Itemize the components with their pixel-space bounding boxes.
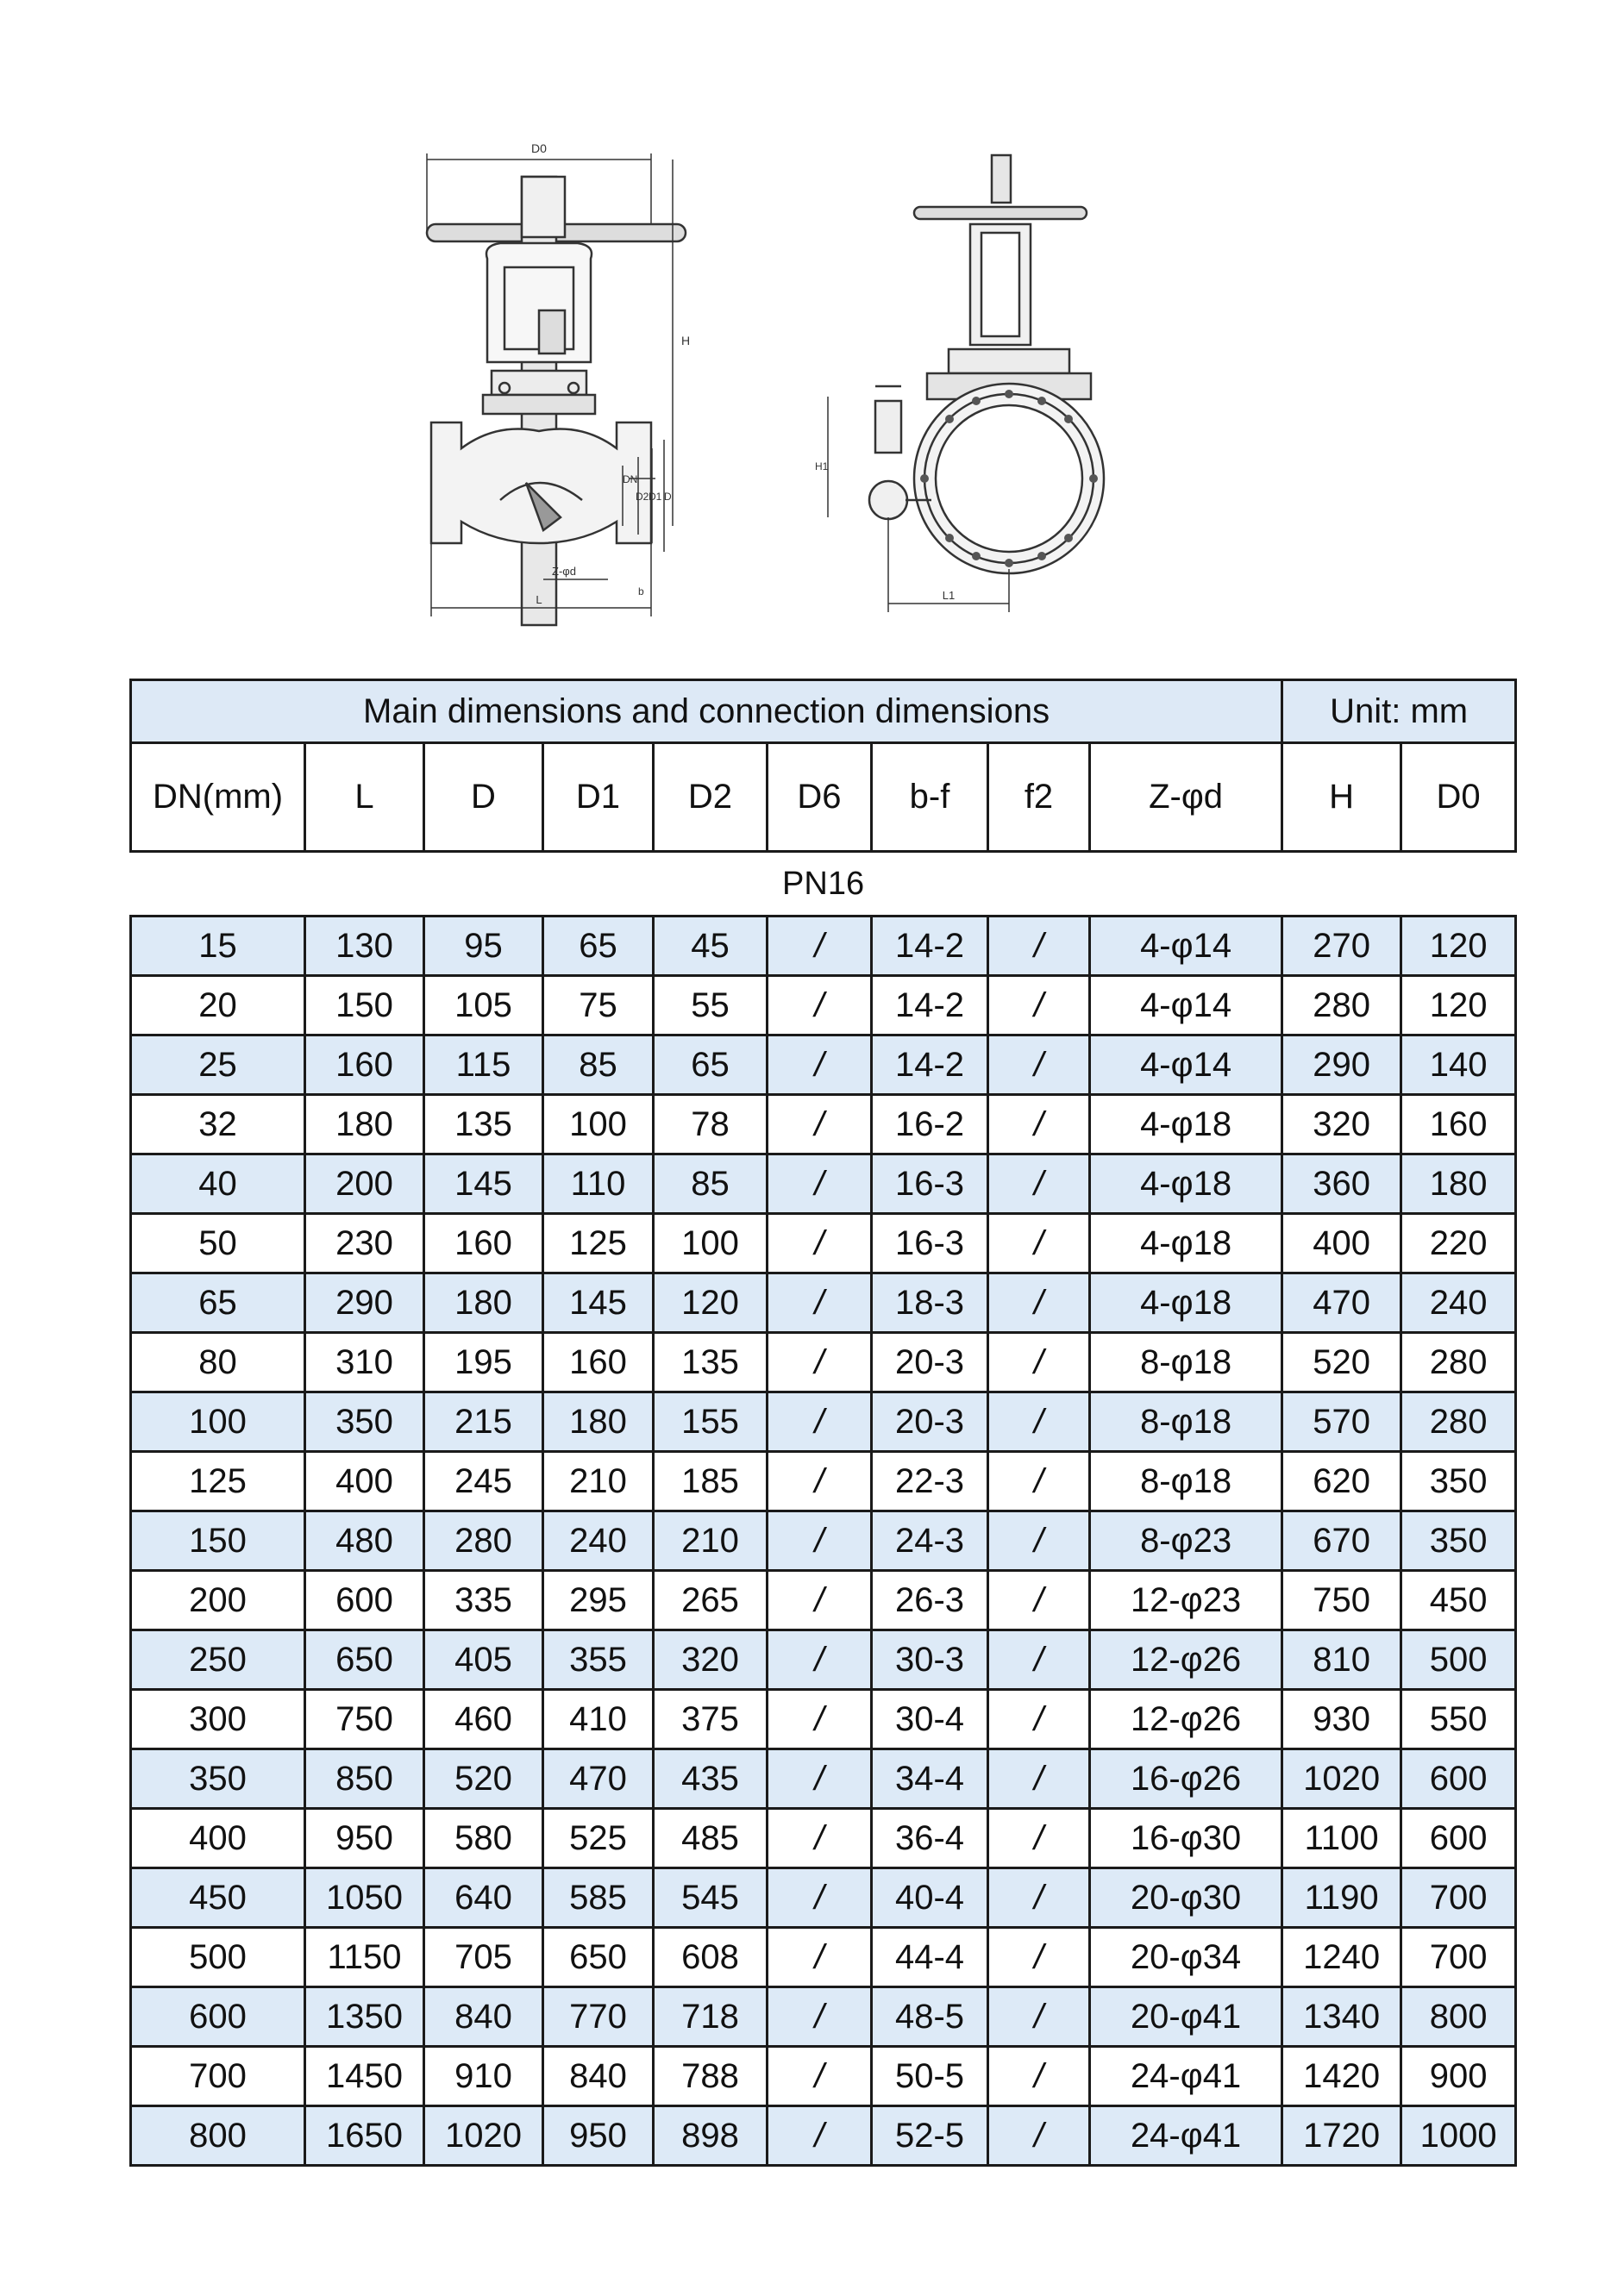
table-cell: /	[768, 1511, 872, 1571]
column-header: D0	[1401, 743, 1516, 852]
column-header: D6	[768, 743, 872, 852]
unit-label: Unit: mm	[1282, 680, 1516, 743]
table-cell: 14-2	[872, 917, 988, 976]
table-cell: /	[988, 1452, 1090, 1511]
table-cell: 500	[131, 1928, 305, 1987]
table-cell: 1190	[1282, 1868, 1401, 1928]
table-cell: 335	[424, 1571, 543, 1630]
table-cell: 310	[305, 1333, 424, 1392]
table-cell: 85	[543, 1035, 654, 1095]
table-cell: /	[768, 1809, 872, 1868]
table-cell: 545	[654, 1868, 768, 1928]
table-cell: 4-φ18	[1090, 1095, 1282, 1154]
table-title-row	[131, 680, 1516, 743]
table-cell: 65	[131, 1273, 305, 1333]
table-cell: 450	[131, 1868, 305, 1928]
table-cell: 400	[1282, 1214, 1401, 1273]
table-cell: 36-4	[872, 1809, 988, 1868]
table-cell: 265	[654, 1571, 768, 1630]
table-cell: 240	[1401, 1273, 1516, 1333]
table-cell: 1000	[1401, 2106, 1516, 2166]
table-cell: /	[988, 1392, 1090, 1452]
table-cell: 240	[543, 1511, 654, 1571]
table-cell: 1450	[305, 2047, 424, 2106]
valve-drawing	[397, 138, 1225, 629]
table-cell: 140	[1401, 1035, 1516, 1095]
label-d2: D2	[636, 491, 649, 503]
table-cell: 550	[1401, 1690, 1516, 1749]
table-cell: /	[768, 1095, 872, 1154]
table-cell: 20-3	[872, 1392, 988, 1452]
table-cell: 520	[424, 1749, 543, 1809]
table-cell: 15	[131, 917, 305, 976]
table-cell: 600	[305, 1571, 424, 1630]
table-cell: 608	[654, 1928, 768, 1987]
pressure-class-row	[131, 852, 1516, 917]
table-row	[131, 917, 1516, 976]
table-cell: 55	[654, 976, 768, 1035]
table-cell: 320	[1282, 1095, 1401, 1154]
table-cell: 375	[654, 1690, 768, 1749]
table-cell: /	[768, 2047, 872, 2106]
table-cell: 220	[1401, 1214, 1516, 1273]
table-cell: 770	[543, 1987, 654, 2047]
table-cell: 1340	[1282, 1987, 1401, 2047]
table-cell: 180	[1401, 1154, 1516, 1214]
table-cell: 600	[1401, 1749, 1516, 1809]
column-header: L	[305, 743, 424, 852]
table-cell: 85	[654, 1154, 768, 1214]
table-row	[131, 1809, 1516, 1868]
valve-front-view	[427, 141, 690, 625]
table-cell: 20	[131, 976, 305, 1035]
table-cell: 800	[131, 2106, 305, 2166]
table-cell: /	[988, 1214, 1090, 1273]
table-cell: 16-φ30	[1090, 1809, 1282, 1868]
table-cell: 585	[543, 1868, 654, 1928]
table-cell: 30-3	[872, 1630, 988, 1690]
table-cell: 16-3	[872, 1154, 988, 1214]
table-cell: 280	[424, 1511, 543, 1571]
table-cell: 20-3	[872, 1333, 988, 1392]
table-cell: 100	[131, 1392, 305, 1452]
table-cell: 470	[543, 1749, 654, 1809]
label-d: D	[664, 491, 672, 503]
column-header: D2	[654, 743, 768, 852]
table-cell: 910	[424, 2047, 543, 2106]
table-cell: 45	[654, 917, 768, 976]
table-cell: /	[768, 1571, 872, 1630]
table-cell: 125	[131, 1452, 305, 1511]
table-cell: 34-4	[872, 1749, 988, 1809]
table-cell: /	[768, 1690, 872, 1749]
table-cell: 270	[1282, 917, 1401, 976]
table-cell: 290	[1282, 1035, 1401, 1095]
table-cell: 350	[1401, 1452, 1516, 1511]
table-cell: 700	[1401, 1868, 1516, 1928]
table-cell: /	[988, 2047, 1090, 2106]
label-dn: DN	[623, 473, 638, 485]
table-cell: 135	[654, 1333, 768, 1392]
table-cell: 160	[1401, 1095, 1516, 1154]
label-b: b	[638, 585, 644, 597]
table-cell: 520	[1282, 1333, 1401, 1392]
table-cell: /	[768, 1868, 872, 1928]
table-cell: 100	[654, 1214, 768, 1273]
table-cell: 850	[305, 1749, 424, 1809]
table-cell: 8-φ18	[1090, 1333, 1282, 1392]
table-cell: 145	[543, 1273, 654, 1333]
table-cell: 600	[1401, 1809, 1516, 1868]
table-cell: 4-φ18	[1090, 1273, 1282, 1333]
table-row	[131, 1630, 1516, 1690]
table-cell: 360	[1282, 1154, 1401, 1214]
table-cell: /	[988, 1749, 1090, 1809]
table-row	[131, 1690, 1516, 1749]
table-cell: 75	[543, 976, 654, 1035]
table-cell: 800	[1401, 1987, 1516, 2047]
table-cell: 200	[305, 1154, 424, 1214]
table-cell: 230	[305, 1214, 424, 1273]
table-cell: /	[768, 1392, 872, 1452]
table-cell: 145	[424, 1154, 543, 1214]
table-cell: /	[768, 1273, 872, 1333]
table-cell: 26-3	[872, 1571, 988, 1630]
table-cell: 80	[131, 1333, 305, 1392]
table-cell: 400	[305, 1452, 424, 1511]
table-cell: 40	[131, 1154, 305, 1214]
table-cell: 4-φ14	[1090, 1035, 1282, 1095]
table-cell: 840	[543, 2047, 654, 2106]
table-cell: 20-φ34	[1090, 1928, 1282, 1987]
table-cell: 44-4	[872, 1928, 988, 1987]
table-cell: /	[768, 1452, 872, 1511]
column-header: D	[424, 743, 543, 852]
table-cell: 115	[424, 1035, 543, 1095]
table-cell: 135	[424, 1095, 543, 1154]
table-cell: 898	[654, 2106, 768, 2166]
table-cell: /	[988, 1928, 1090, 1987]
table-cell: 450	[1401, 1571, 1516, 1630]
table-cell: 950	[543, 2106, 654, 2166]
table-row	[131, 1868, 1516, 1928]
table-row	[131, 2106, 1516, 2166]
table-cell: /	[988, 1511, 1090, 1571]
table-cell: 215	[424, 1392, 543, 1452]
table-cell: /	[988, 1690, 1090, 1749]
table-body	[131, 680, 1516, 2166]
table-cell: 100	[543, 1095, 654, 1154]
label-h1: H1	[815, 460, 829, 472]
table-row	[131, 1154, 1516, 1214]
table-row	[131, 2047, 1516, 2106]
table-cell: 485	[654, 1809, 768, 1868]
table-row	[131, 1749, 1516, 1809]
table-cell: 718	[654, 1987, 768, 2047]
table-cell: 250	[131, 1630, 305, 1690]
table-cell: 12-φ23	[1090, 1571, 1282, 1630]
table-cell: /	[768, 1987, 872, 2047]
table-cell: 24-φ41	[1090, 2106, 1282, 2166]
table-cell: 78	[654, 1095, 768, 1154]
table-cell: 180	[424, 1273, 543, 1333]
table-cell: 650	[305, 1630, 424, 1690]
label-d1: D1	[649, 491, 662, 503]
table-cell: 120	[654, 1273, 768, 1333]
table-cell: 580	[424, 1809, 543, 1868]
table-cell: 705	[424, 1928, 543, 1987]
table-cell: 620	[1282, 1452, 1401, 1511]
table-cell: 8-φ18	[1090, 1452, 1282, 1511]
column-header: H	[1282, 743, 1401, 852]
table-cell: /	[768, 976, 872, 1035]
table-cell: 210	[654, 1511, 768, 1571]
table-cell: 1420	[1282, 2047, 1401, 2106]
table-row	[131, 1214, 1516, 1273]
table-cell: 50	[131, 1214, 305, 1273]
table-cell: 180	[543, 1392, 654, 1452]
table-cell: 25	[131, 1035, 305, 1095]
table-cell: 525	[543, 1809, 654, 1868]
column-header: b-f	[872, 743, 988, 852]
table-cell: 1050	[305, 1868, 424, 1928]
table-cell: 4-φ18	[1090, 1214, 1282, 1273]
table-cell: /	[768, 1749, 872, 1809]
table-cell: 185	[654, 1452, 768, 1511]
column-header: f2	[988, 743, 1090, 852]
table-cell: 295	[543, 1571, 654, 1630]
table-cell: 1240	[1282, 1928, 1401, 1987]
table-cell: 65	[543, 917, 654, 976]
table-cell: 130	[305, 917, 424, 976]
table-cell: 16-3	[872, 1214, 988, 1273]
table-cell: 160	[543, 1333, 654, 1392]
table-row	[131, 1333, 1516, 1392]
table-cell: /	[988, 1273, 1090, 1333]
table-cell: /	[768, 917, 872, 976]
table-cell: 900	[1401, 2047, 1516, 2106]
table-cell: /	[768, 1928, 872, 1987]
table-row	[131, 976, 1516, 1035]
table-cell: 14-2	[872, 1035, 988, 1095]
table-cell: /	[988, 1154, 1090, 1214]
table-cell: 200	[131, 1571, 305, 1630]
table-cell: 40-4	[872, 1868, 988, 1928]
table-cell: 24-φ41	[1090, 2047, 1282, 2106]
table-cell: 105	[424, 976, 543, 1035]
table-cell: 1720	[1282, 2106, 1401, 2166]
table-cell: /	[988, 976, 1090, 1035]
table-cell: 210	[543, 1452, 654, 1511]
table-cell: 8-φ23	[1090, 1511, 1282, 1571]
table-cell: 125	[543, 1214, 654, 1273]
table-cell: 14-2	[872, 976, 988, 1035]
table-cell: 8-φ18	[1090, 1392, 1282, 1452]
table-cell: 155	[654, 1392, 768, 1452]
table-cell: 32	[131, 1095, 305, 1154]
table-cell: 12-φ26	[1090, 1630, 1282, 1690]
table-cell: /	[768, 1333, 872, 1392]
table-cell: 405	[424, 1630, 543, 1690]
table-cell: 1150	[305, 1928, 424, 1987]
table-cell: 18-3	[872, 1273, 988, 1333]
table-row	[131, 1511, 1516, 1571]
table-cell: 350	[1401, 1511, 1516, 1571]
table-row	[131, 1035, 1516, 1095]
table-cell: 180	[305, 1095, 424, 1154]
table-cell: /	[988, 2106, 1090, 2166]
table-cell: /	[988, 1987, 1090, 2047]
table-cell: 600	[131, 1987, 305, 2047]
table-cell: /	[768, 1035, 872, 1095]
label-z-phi-d: Z-φd	[552, 565, 576, 578]
table-row	[131, 1928, 1516, 1987]
table-cell: 120	[1401, 917, 1516, 976]
table-cell: 65	[654, 1035, 768, 1095]
table-cell: 500	[1401, 1630, 1516, 1690]
table-cell: /	[768, 1214, 872, 1273]
table-cell: 150	[131, 1511, 305, 1571]
table-cell: 95	[424, 917, 543, 976]
table-cell: 350	[305, 1392, 424, 1452]
table-cell: 24-3	[872, 1511, 988, 1571]
table-row	[131, 1571, 1516, 1630]
column-header: DN(mm)	[131, 743, 305, 852]
table-row	[131, 1987, 1516, 2047]
column-header: D1	[543, 743, 654, 852]
table-cell: 460	[424, 1690, 543, 1749]
table-cell: 570	[1282, 1392, 1401, 1452]
table-cell: 4-φ14	[1090, 976, 1282, 1035]
table-cell: 280	[1401, 1333, 1516, 1392]
table-cell: 22-3	[872, 1452, 988, 1511]
table-cell: 4-φ14	[1090, 917, 1282, 976]
table-cell: 1100	[1282, 1809, 1401, 1868]
table-row	[131, 1095, 1516, 1154]
valve-side-view	[815, 155, 1104, 612]
table-cell: 670	[1282, 1511, 1401, 1571]
table-cell: 110	[543, 1154, 654, 1214]
table-cell: /	[768, 1154, 872, 1214]
table-cell: /	[988, 1035, 1090, 1095]
table-cell: 16-φ26	[1090, 1749, 1282, 1809]
table-cell: 195	[424, 1333, 543, 1392]
table-cell: 750	[1282, 1571, 1401, 1630]
table-cell: /	[988, 1333, 1090, 1392]
table-cell: 320	[654, 1630, 768, 1690]
table-row	[131, 1273, 1516, 1333]
table-cell: 1020	[1282, 1749, 1401, 1809]
table-cell: 750	[305, 1690, 424, 1749]
table-cell: 950	[305, 1809, 424, 1868]
table-row	[131, 1452, 1516, 1511]
table-cell: 700	[131, 2047, 305, 2106]
table-cell: 30-4	[872, 1690, 988, 1749]
table-cell: 48-5	[872, 1987, 988, 2047]
table-cell: 160	[305, 1035, 424, 1095]
table-cell: 290	[305, 1273, 424, 1333]
table-cell: 20-φ41	[1090, 1987, 1282, 2047]
table-cell: 300	[131, 1690, 305, 1749]
label-l: L	[536, 593, 542, 606]
table-cell: 245	[424, 1452, 543, 1511]
table-cell: /	[768, 2106, 872, 2166]
table-cell: 640	[424, 1868, 543, 1928]
table-cell: /	[988, 1630, 1090, 1690]
table-header-row	[131, 743, 1516, 852]
table-cell: 50-5	[872, 2047, 988, 2106]
table-cell: 1020	[424, 2106, 543, 2166]
table-cell: 20-φ30	[1090, 1868, 1282, 1928]
table-cell: 52-5	[872, 2106, 988, 2166]
table-cell: 410	[543, 1690, 654, 1749]
table-row	[131, 1392, 1516, 1452]
table-cell: 280	[1282, 976, 1401, 1035]
table-cell: 16-2	[872, 1095, 988, 1154]
dimensions-table	[129, 679, 1517, 2167]
table-cell: 700	[1401, 1928, 1516, 1987]
table-cell: 150	[305, 976, 424, 1035]
table-cell: 280	[1401, 1392, 1516, 1452]
table-cell: 788	[654, 2047, 768, 2106]
table-cell: 1350	[305, 1987, 424, 2047]
table-cell: 1650	[305, 2106, 424, 2166]
table-cell: 4-φ18	[1090, 1154, 1282, 1214]
table-cell: 355	[543, 1630, 654, 1690]
table-cell: 160	[424, 1214, 543, 1273]
pressure-class-label: PN16	[131, 852, 1516, 917]
table-cell: 810	[1282, 1630, 1401, 1690]
label-l1: L1	[942, 589, 956, 602]
label-d0: D0	[531, 141, 547, 155]
table-cell: /	[988, 1571, 1090, 1630]
table-cell: /	[988, 917, 1090, 976]
label-h: H	[681, 334, 691, 347]
table-cell: 930	[1282, 1690, 1401, 1749]
table-cell: 480	[305, 1511, 424, 1571]
table-cell: 400	[131, 1809, 305, 1868]
table-cell: 650	[543, 1928, 654, 1987]
table-cell: /	[988, 1868, 1090, 1928]
table-title: Main dimensions and connection dimensions	[131, 680, 1282, 743]
column-header: Z-φd	[1090, 743, 1282, 852]
table-cell: 840	[424, 1987, 543, 2047]
table-cell: 120	[1401, 976, 1516, 1035]
table-cell: 470	[1282, 1273, 1401, 1333]
table-cell: /	[988, 1809, 1090, 1868]
table-cell: 12-φ26	[1090, 1690, 1282, 1749]
table-cell: /	[768, 1630, 872, 1690]
table-cell: /	[988, 1095, 1090, 1154]
table-cell: 350	[131, 1749, 305, 1809]
table-cell: 435	[654, 1749, 768, 1809]
